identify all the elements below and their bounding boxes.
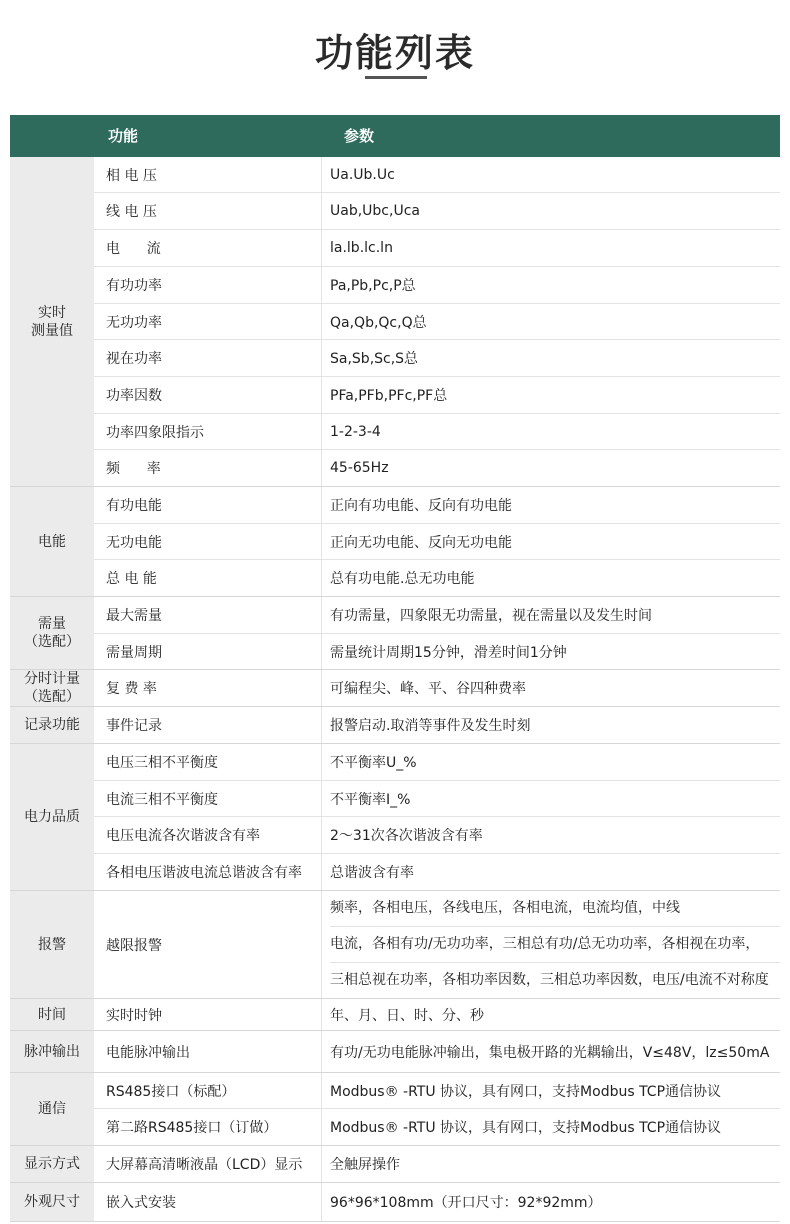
function-cell: 事件记录	[94, 707, 322, 743]
group-rows	[94, 157, 780, 486]
title-underline	[365, 76, 427, 79]
table-row	[94, 707, 780, 743]
group-rows	[94, 670, 780, 706]
table-row	[94, 891, 780, 998]
group-rows	[94, 891, 780, 998]
parameter-line: 三相总视在功率，各相功率因数，三相总功率因数，电压/电流不对称度	[330, 972, 769, 988]
category-cell	[10, 1031, 94, 1072]
parameter-line: 电流，各相有功/无功功率，三相总有功/总无功功率，各相视在功率，	[330, 927, 780, 963]
header-parameter: 参数	[344, 127, 375, 145]
table-row	[94, 340, 780, 377]
parameter-cell: 总谐波含有率	[330, 865, 414, 881]
table-row	[94, 267, 780, 304]
parameter-cell: 1-2-3-4	[330, 423, 381, 440]
group-rows	[94, 744, 780, 890]
category-cell	[10, 891, 94, 998]
function-cell: 复 费 率	[94, 670, 322, 706]
table-row	[94, 524, 780, 560]
table-row	[94, 450, 780, 486]
function-cell: 相 电 压	[94, 157, 322, 192]
group-rows	[94, 487, 780, 596]
table-row	[94, 744, 780, 781]
parameter-cell: Modbus® -RTU 协议，具有网口，支持Modbus TCP通信协议	[330, 1083, 722, 1100]
group-rows	[94, 1073, 780, 1145]
table-row	[94, 560, 780, 596]
group-rows	[94, 999, 780, 1030]
function-cell: 电流三相不平衡度	[94, 781, 322, 816]
table-group	[10, 1146, 780, 1183]
parameter-cell: 全触屏操作	[330, 1157, 400, 1173]
table-row	[94, 1109, 780, 1145]
table-group	[10, 1073, 780, 1146]
category-cell	[10, 487, 94, 596]
table-group	[10, 707, 780, 744]
table-row	[94, 377, 780, 414]
table-row	[94, 999, 780, 1030]
table-group	[10, 1031, 780, 1073]
category-label: 电能	[38, 533, 66, 550]
category-cell	[10, 1183, 94, 1221]
category-cell	[10, 670, 94, 706]
table-group	[10, 487, 780, 597]
function-cell: 总 电 能	[94, 560, 322, 596]
function-cell: 大屏幕高清晰液晶（LCD）显示	[94, 1146, 322, 1182]
parameter-cell: Modbus® -RTU 协议，具有网口，支持Modbus TCP通信协议	[330, 1120, 722, 1136]
table-row	[94, 817, 780, 854]
group-rows	[94, 1031, 780, 1072]
group-rows	[94, 707, 780, 743]
category-label: 脉冲输出	[24, 1043, 80, 1060]
table-row	[94, 1031, 780, 1072]
category-label: 显示方式	[24, 1156, 80, 1172]
parameter-cell: 不平衡率I_%	[330, 791, 411, 808]
function-cell: 有功功率	[94, 267, 322, 303]
function-cell: 功率四象限指示	[94, 414, 322, 449]
parameter-cell: Uab,Ubc,Uca	[330, 203, 420, 219]
category-cell	[10, 1073, 94, 1145]
function-cell: 第二路RS485接口（订做）	[94, 1109, 322, 1145]
function-cell: 电能脉冲输出	[94, 1031, 322, 1072]
table-group	[10, 1183, 780, 1222]
table-row	[94, 1073, 780, 1109]
table-row	[94, 670, 780, 706]
parameter-line: 频率，各相电压，各线电压，各相电流，电流均值，中线	[330, 891, 780, 927]
function-cell: 越限报警	[94, 891, 322, 998]
parameter-cell: 有功需量，四象限无功需量，视在需量以及发生时间	[330, 608, 652, 624]
parameter-cell: Sa,Sb,Sc,S总	[330, 351, 419, 367]
parameter-cell	[322, 891, 780, 998]
parameter-cell: 需量统计周期15分钟，滑差时间1分钟	[330, 644, 567, 661]
table-row	[94, 230, 780, 267]
category-label: 分时计量 （选配）	[24, 671, 80, 705]
function-cell: 各相电压谐波电流总谐波含有率	[94, 854, 322, 890]
category-label: 外观尺寸	[24, 1194, 80, 1210]
category-label: 通信	[38, 1101, 66, 1117]
group-rows	[94, 1183, 780, 1221]
category-cell	[10, 1146, 94, 1182]
table-row	[94, 157, 780, 193]
function-cell: 需量周期	[94, 634, 322, 669]
parameter-cell: 年、月、日、时、分、秒	[330, 1007, 484, 1024]
table-group	[10, 999, 780, 1031]
parameter-cell: 正向有功电能、反向有功电能	[330, 498, 512, 514]
function-cell: 视在功率	[94, 340, 322, 376]
parameter-cell: 总有功电能.总无功电能	[330, 571, 475, 587]
function-cell: 频 率	[94, 450, 322, 486]
function-cell: 实时时钟	[94, 999, 322, 1030]
function-cell: 电压电流各次谐波含有率	[94, 817, 322, 853]
parameter-cell: 可编程尖、峰、平、谷四种费率	[330, 681, 526, 697]
category-cell	[10, 707, 94, 743]
category-cell	[10, 744, 94, 890]
table-header	[10, 115, 780, 157]
group-rows	[94, 1146, 780, 1182]
function-cell: 有功电能	[94, 487, 322, 523]
function-cell: 功率因数	[94, 377, 322, 413]
function-cell: 电压三相不平衡度	[94, 744, 322, 780]
category-cell	[10, 157, 94, 486]
category-cell	[10, 999, 94, 1030]
function-cell: RS485接口（标配）	[94, 1073, 322, 1108]
table-row	[94, 487, 780, 524]
category-label: 记录功能	[24, 717, 80, 733]
table-group	[10, 744, 780, 891]
table-row	[94, 1146, 780, 1182]
parameter-cell: 有功/无功电能脉冲输出，集电极开路的光耦输出，V≤48V，lz≤50mA	[330, 1044, 770, 1061]
parameter-cell: PFa,PFb,PFc,PF总	[330, 388, 448, 404]
parameter-cell: 不平衡率U_%	[330, 755, 417, 771]
category-label: 报警	[38, 936, 66, 953]
header-function: 功能	[108, 127, 139, 145]
table-row	[94, 634, 780, 669]
table-row	[94, 781, 780, 817]
category-label: 时间	[38, 1006, 66, 1023]
table-row	[94, 854, 780, 890]
table-row	[94, 1183, 780, 1221]
table-body	[10, 157, 780, 1222]
parameter-cell: Pa,Pb,Pc,P总	[330, 278, 416, 294]
function-cell: 无功功率	[94, 304, 322, 339]
table-group	[10, 670, 780, 707]
function-cell: 电 流	[94, 230, 322, 266]
parameter-cell: 报警启动.取消等事件及发生时刻	[330, 718, 531, 734]
function-cell: 线 电 压	[94, 193, 322, 229]
group-rows	[94, 597, 780, 669]
category-label: 需量 （选配）	[24, 616, 80, 650]
table-row	[94, 597, 780, 634]
table-group	[10, 597, 780, 670]
category-label: 电力品质	[24, 809, 80, 825]
table-row	[94, 304, 780, 340]
table-row	[94, 414, 780, 450]
table-group	[10, 157, 780, 487]
table-group	[10, 891, 780, 999]
parameter-cell: Qa,Qb,Qc,Q总	[330, 314, 427, 331]
parameter-cell: 45-65Hz	[330, 460, 389, 476]
function-table	[10, 115, 780, 1222]
parameter-cell: la.lb.lc.ln	[330, 240, 393, 256]
function-cell: 最大需量	[94, 597, 322, 633]
function-cell: 无功电能	[94, 524, 322, 559]
header-category	[10, 115, 94, 157]
category-cell	[10, 597, 94, 669]
category-label: 实时 测量值	[31, 304, 73, 339]
parameter-cell: 96*96*108mm（开口尺寸：92*92mm）	[330, 1195, 602, 1211]
parameter-cell: 正向无功电能、反向无功电能	[330, 534, 512, 551]
table-row	[94, 193, 780, 230]
function-cell: 嵌入式安装	[94, 1183, 322, 1221]
parameter-cell: 2～31次各次谐波含有率	[330, 828, 483, 844]
parameter-cell: Ua.Ub.Uc	[330, 166, 395, 183]
page-title: 功能列表	[314, 31, 475, 75]
